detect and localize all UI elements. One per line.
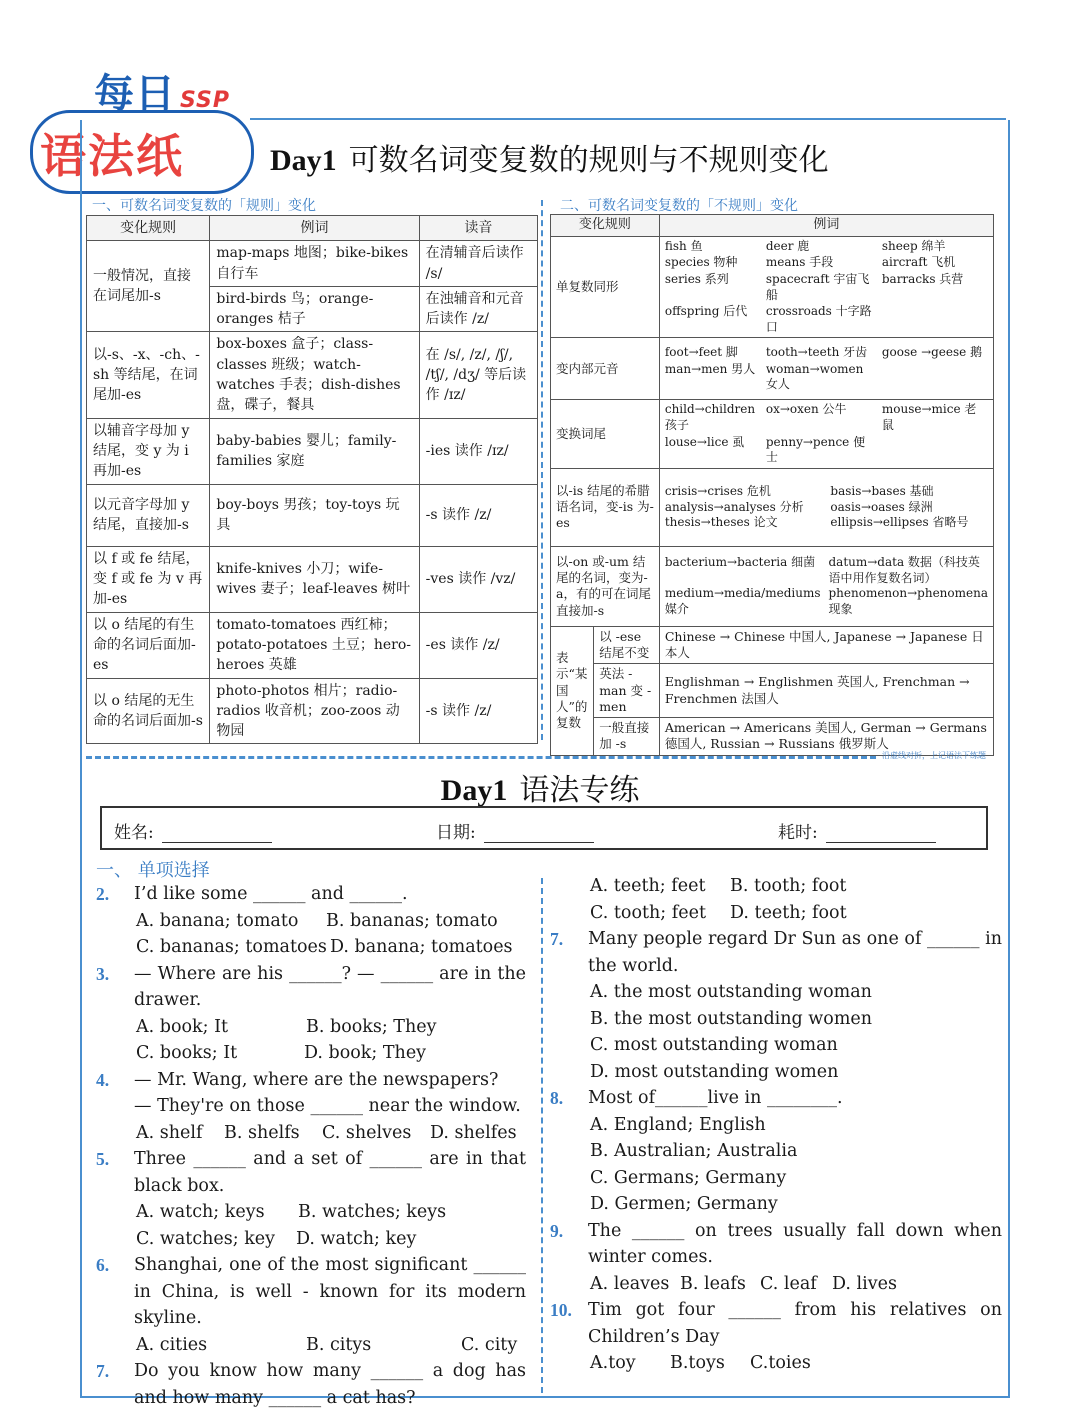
question-item [550,1218,1002,1271]
option[interactable]: D. book; They [304,1043,427,1063]
option[interactable]: C. Germans; Germany [590,1167,787,1188]
rule-cell: 以元音字母加 y 结尾，直接加-s [87,484,210,546]
fold-note: 沿虚线对折，上记语法下练题 [882,751,986,760]
example-item: medium→media/mediums 媒介 [664,586,821,616]
option[interactable]: A.toy [590,1353,636,1373]
time-line[interactable] [826,828,936,843]
table-row [87,678,538,744]
irregular-table [550,214,994,756]
question-text: I’d like some ______ and ______. [134,884,408,904]
example-item: crossroads 十字路口 [765,304,872,334]
logo-top-text: 每日 SSP [94,71,231,117]
time-field[interactable] [778,818,936,843]
options-row [550,1271,1002,1298]
rule-cell: 一般情况，直接在词尾加-s [87,241,210,332]
name-label: 姓名: [114,823,154,843]
option[interactable]: D. most outstanding women [590,1061,839,1082]
logo-main-text: 语法纸 [40,129,184,183]
pron-cell: 在浊辅音和元音后读作 /z/ [419,286,537,332]
example-item: species 物种 [664,255,738,270]
options-row [96,1120,526,1147]
option[interactable]: A. teeth; feet [590,876,706,896]
option[interactable]: C. tooth; feet [590,902,706,923]
example-cell: Englishman → Englishmen 英国人, Frenchman → Frenchmen 法国人 [659,664,993,718]
pron-cell: 在 /s/, /z/, /ʃ/, /tʃ/, /dʒ/ 等后读作 /ɪz/ [419,332,537,418]
column-divider [541,878,543,1393]
logo-ssp: SSP [180,88,231,113]
example-item: aircraft 飞机 [881,255,956,270]
date-label: 日期: [436,823,476,843]
option[interactable]: B. books; They [306,1016,437,1037]
question-text: Many people regard Dr Sun as one of ______ in the world. [588,929,1002,976]
option[interactable]: B. citys [306,1334,372,1355]
example-cell: boy-boys 男孩；toy-toys 玩具 [210,484,419,546]
example-cell [659,338,993,400]
rule-cell: 以 o 结尾的有生命的名词后面加-es [87,612,210,678]
table-row [551,338,994,400]
example-item: mouse→mice 老鼠 [881,402,977,433]
example-cell: box-boxes 盒子；class-classes 班级；watch-watches 手表；dish-dishes 盘，碟子，餐具 [210,332,419,418]
example-cell: map-maps 地图；bike-bikes 自行车 [210,241,419,287]
option[interactable]: B. bananas; tomato [326,910,498,931]
option[interactable]: D. banana; tomatoes [330,937,513,957]
option[interactable]: C. most outstanding woman [590,1035,838,1055]
option[interactable]: C. watches; key [136,1228,276,1249]
name-field[interactable] [114,818,272,843]
question-number: 3. [96,963,110,984]
practice-title: Day1 语法专练 [440,773,640,808]
option[interactable]: B. leafs [680,1273,746,1294]
option[interactable]: C. shelves [322,1122,412,1143]
option[interactable]: B. Australian; Australia [590,1141,798,1161]
rule-cell: 以 f 或 fe 结尾，变 f 或 fe 为 v 再加-es [87,546,210,612]
question-item [550,926,1002,979]
example-item: sheep 绵羊 [881,238,946,253]
example-item: crisis→crises 危机 [664,483,771,498]
question-number: 7. [550,929,564,949]
question-item [550,1297,1002,1350]
example-cell: knife-knives 小刀；wife-wives 妻子；leaf-leaves 树叶 [210,546,419,612]
irregular-heading: 二、可数名词变复数的「不规则」变化 [560,198,798,214]
question-text: Tim got four ______ from his relatives on Children’s Day [588,1300,1002,1347]
example-cell: baby-babies 婴儿；family-families 家庭 [210,418,419,484]
option[interactable]: A. the most outstanding woman [590,982,872,1002]
table-row [551,400,994,468]
right-column [550,873,1002,1377]
time-label: 耗时: [778,823,818,843]
option[interactable]: A. leaves [590,1273,670,1294]
option[interactable]: A. cities [136,1334,208,1355]
regular-heading: 一、可数名词变复数的「规则」变化 [92,198,316,214]
rule-cell: 以-is 结尾的希腊语名词，变-is 为-es [551,468,660,546]
nation-sub-cell: 以 -ese 结尾不变 [594,626,660,664]
option[interactable]: D. teeth; foot [730,902,847,923]
example-item: woman→women 女人 [765,361,864,392]
options-row [550,900,1002,927]
question-text: Most of______live in ________. [588,1088,843,1108]
options-row [96,1014,526,1041]
question-text: Three ______ and a set of ______ are in that black box. [134,1149,526,1196]
example-cell: American → Americans 美国人, German → Germans 德国人, Russian → Russians 俄罗斯人 [659,718,993,756]
example-item: phenomenon→phenomena 现象 [828,586,988,616]
rule-cell: 以辅音字母加 y 结尾，变 y 为 i 再加-es [87,418,210,484]
question-text: — They're on those ______ near the window. [134,1096,521,1116]
options-row [96,1199,526,1226]
options-row [96,1226,526,1253]
option[interactable]: B.toys [670,1353,725,1373]
example-item: deer 鹿 [765,238,810,253]
regular-table [86,215,538,744]
left-column [96,881,526,1411]
example-item: man→men 男人 [664,361,756,376]
option[interactable]: D. watch; key [296,1228,417,1249]
question-item [96,881,526,908]
table-row [551,236,994,338]
option[interactable]: A. book; It [136,1016,229,1037]
example-cell [659,468,993,546]
section-heading: 一、 单项选择 [96,860,210,881]
option[interactable]: B. watches; keys [298,1202,447,1222]
example-item: foot→feet 脚 [664,345,738,360]
date-line[interactable] [484,828,594,843]
example-cell: Chinese → Chinese 中国人, Japanese → Japanese 日本人 [659,626,993,664]
table-row [551,468,994,546]
nation-sub-cell: 一般直接加 -s [594,718,660,756]
question-number: 5. [96,1149,110,1169]
question-item [96,1252,526,1332]
example-item: fish 鱼 [664,238,703,253]
options-row [96,908,526,935]
table-row [551,626,994,664]
example-cell: bird-birds 鸟；orange-oranges 桔子 [210,286,419,332]
header-example: 例词 [210,216,419,241]
example-item: analysis→analyses 分析 [664,499,804,514]
question-number: 6. [96,1255,110,1275]
example-item: series 系列 [664,272,729,287]
student-info-box [100,806,988,850]
table-header-row [87,216,538,241]
question-number: 8. [550,1088,564,1108]
header-rule: 变化规则 [551,215,660,237]
options-row [550,1350,1002,1377]
option[interactable]: D. lives [832,1273,897,1294]
option[interactable]: C. books; It [136,1043,238,1063]
question-number: 4. [96,1069,110,1090]
example-item: child→children 孩子 [664,402,756,433]
options-row [550,873,1002,900]
question-text: Do you know how many ______ a dog has and how many ______ a cat has? [134,1361,526,1408]
header-rule: 变化规则 [87,216,210,241]
example-item: ellipsis→ellipses 省略号 [830,515,969,530]
table-header-row [551,215,994,237]
rule-cell: 以-s、-x、-ch、-sh 等结尾，在词尾加-es [87,332,210,418]
nation-sub-cell: 英法 -man 变 -men [594,664,660,718]
question-item [96,1358,526,1411]
table-row [87,241,538,287]
example-cell [659,400,993,468]
question-item [96,1067,526,1094]
question-number: 2. [96,884,110,904]
example-item: tooth→teeth 牙齿 [765,345,868,360]
option[interactable]: A. England; English [590,1114,766,1135]
header-pronunciation: 读音 [419,216,537,241]
option[interactable]: A. watch; keys [136,1202,265,1222]
rule-cell: 变内部元音 [551,338,660,400]
example-cell: tomato-tomatoes 西红柿；potato-potatoes 土豆；hero-heroes 英雄 [210,612,419,678]
option[interactable]: B. the most outstanding women [590,1008,873,1029]
example-item: bacterium→bacteria 细菌 [664,555,816,570]
rule-cell: 以-on 或-um 结尾的名词，变为-a，有的可在词尾直接加-s [551,546,660,626]
question-text: — Mr. Wang, where are the newspapers? [134,1069,499,1090]
table-row [551,664,994,718]
nation-rule-cell: 表示“某国人”的复数 [551,626,594,755]
pron-cell: -s 读作 /z/ [419,484,537,546]
example-item: ox→oxen 公牛 [765,402,847,417]
pron-cell: -s 读作 /z/ [419,678,537,744]
table-row [87,612,538,678]
pron-cell: -es 读作 /z/ [419,612,537,678]
question-number: 10. [550,1300,572,1320]
question-text: Shanghai, one of the most significant ______ in China, is well - known for its modern skyline. [134,1255,526,1328]
example-item: thesis→theses 论文 [664,515,778,530]
question-number: 7. [96,1361,110,1381]
example-cell [659,236,993,338]
option[interactable]: D. shelfes [430,1122,517,1143]
fold-line [86,756,876,759]
table-row [87,546,538,612]
example-item: louse→lice 虱 [664,434,745,449]
example-cell [659,546,993,626]
option[interactable]: B. tooth; foot [730,876,847,896]
example-item: offspring 后代 [664,304,748,319]
option[interactable]: C. city [461,1334,518,1355]
table-row [87,484,538,546]
options-row [96,934,526,961]
name-line[interactable] [162,828,272,843]
rule-cell: 单复数同形 [551,236,660,338]
example-item: penny→pence 便士 [765,434,866,465]
table-row [87,418,538,484]
example-item: oasis→oases 绿洲 [830,499,933,514]
example-item: barracks 兵营 [881,272,964,287]
pron-cell: -ves 读作 /vz/ [419,546,537,612]
example-item: means 手段 [765,255,834,270]
option[interactable]: A. shelf [136,1122,203,1143]
rule-cell: 以 o 结尾的无生命的名词后面加-s [87,678,210,744]
page-title: Day1 可数名词变复数的规则与不规则变化 [270,143,829,178]
header-example: 例词 [659,215,993,237]
option[interactable]: C. bananas; tomatoes [136,937,327,957]
question-number: 9. [550,1220,564,1241]
question-item [550,1085,1002,1112]
options-row [96,1332,526,1359]
options-row [96,1040,526,1067]
example-item: goose →geese 鹅 [881,345,983,360]
table-row [551,546,994,626]
question-continuation [96,1093,526,1120]
pron-cell: -ies 读作 /ɪz/ [419,418,537,484]
option[interactable]: C. leaf [760,1273,817,1294]
question-item [96,961,526,1014]
example-item: spacecraft 宇宙飞船 [765,272,870,302]
question-text: The ______ on trees usually fall down when winter comes. [588,1220,1002,1267]
option[interactable]: A. banana; tomato [136,910,299,931]
option[interactable]: B. shelfs [224,1122,300,1143]
rule-cell: 变换词尾 [551,400,660,468]
vertical-divider [541,200,543,740]
pron-cell: 在清辅音后读作 /s/ [419,241,537,287]
option[interactable]: C.toies [750,1353,811,1373]
question-text: — Where are his ______? — ______ are in the drawer. [134,963,526,1010]
example-item: basis→bases 基础 [830,483,934,498]
date-field[interactable] [436,818,594,843]
option[interactable]: D. Germen; Germany [590,1194,778,1214]
question-item [96,1146,526,1199]
example-cell: photo-photos 相片；radio-radios 收音机；zoo-zoos 动物园 [210,678,419,744]
example-item: datum→data 数据（科技英语中用作复数名词） [828,555,980,585]
table-row [87,332,538,418]
